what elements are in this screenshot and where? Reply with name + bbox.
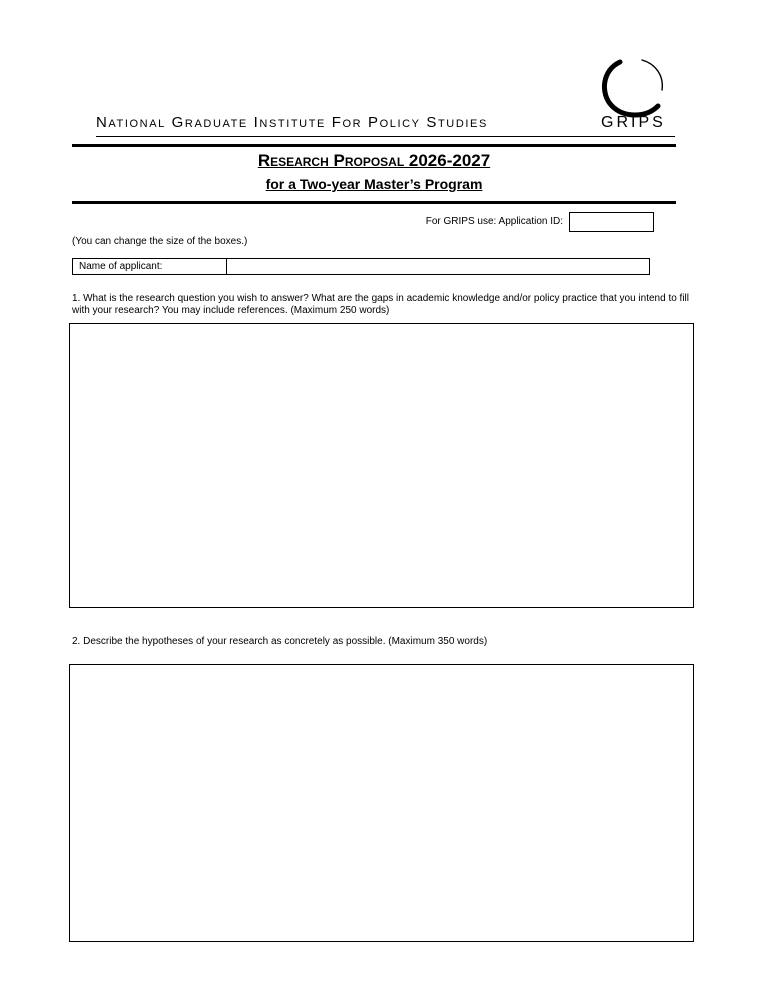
applicant-name-field[interactable] (227, 259, 649, 274)
grips-logo-text: GRIPS (601, 114, 666, 131)
document-subtitle: for a Two-year Master’s Program (265, 176, 483, 192)
title-top-rule (72, 144, 676, 147)
question-1-text: 1. What is the research question you wish to answer? What are the gaps in academic knowledge and/or policy practice that you intend to fill with your research? You may include references. (Maximum 250 words) (72, 293, 690, 316)
grips-use-label: For GRIPS use: Application ID: (425, 216, 563, 227)
institute-name: National Graduate Institute For Policy Studies (96, 114, 488, 131)
applicant-name-row (72, 258, 650, 275)
question-2-answer-box[interactable] (69, 664, 694, 942)
question-2-text: 2. Describe the hypotheses of your research as concretely as possible. (Maximum 350 words) (72, 636, 488, 647)
application-id-field[interactable] (569, 212, 654, 232)
document-title: Research Proposal 2026-2027 (257, 151, 491, 170)
resize-note: (You can change the size of the boxes.) (72, 236, 248, 247)
header-divider (96, 136, 675, 137)
title-bottom-rule (72, 201, 676, 204)
applicant-name-label: Name of applicant: (73, 259, 227, 274)
question-1-answer-box[interactable] (69, 323, 694, 608)
